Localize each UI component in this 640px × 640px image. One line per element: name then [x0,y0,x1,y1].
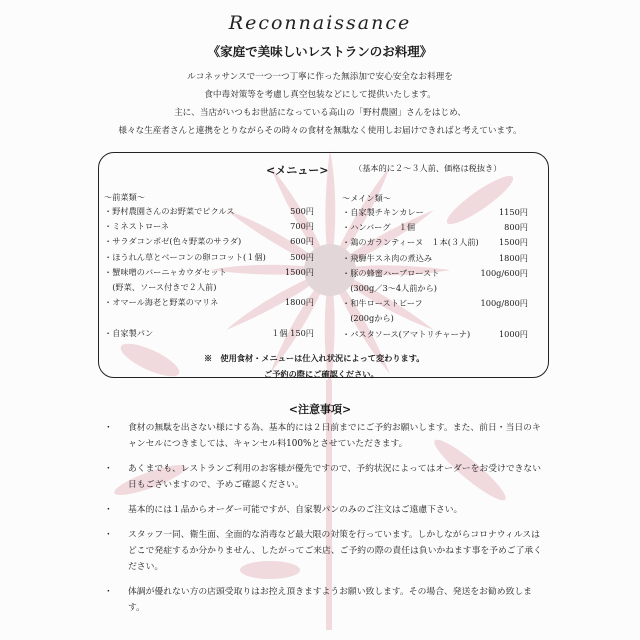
menu-item-name: (300g／3〜4人前から) [342,282,437,293]
menu-item-price: 1500円 [284,266,314,277]
note-item [104,420,544,452]
menu-item-price: 500円 [290,206,314,216]
note-item [104,527,544,575]
menu-footnote: ※ 使用食材・メニューは仕入れ状況によって変わります。 [204,353,425,363]
menu-item [342,207,528,222]
menu-item [342,253,528,268]
menu-note: （基本的に２〜３人前、価格は税抜き） [354,163,502,173]
main-dish-heading: 〜メイン類〜 [342,193,391,203]
menu-item-price: 100g/600円 [480,267,528,278]
bullet-icon: ・ [104,464,113,474]
menu-item [342,329,528,344]
appetizer-heading: 〜前菜類〜 [104,192,145,202]
menu-item-name: ・野村農園さんのお野菜でピクルス [104,206,235,216]
intro-line: ルコネッサンスで一つ一つ丁寧に作った無添加で安心安全なお料理を [187,72,453,82]
appetizer-column [104,192,314,343]
menu-item-price: 800円 [504,222,528,233]
note-item [104,502,544,518]
intro-line: 主に、当店がいつもお世話になっている高山の「野村農園」さんをはじめ、 [174,108,466,118]
menu-item [342,313,528,328]
bullet-icon: ・ [104,505,113,515]
menu-item [342,237,528,252]
menu-item [342,222,528,237]
menu-item-name: ・パスタソース(アマトリチャーナ) [342,328,471,339]
menu-item-name: ・自家製パン [104,327,154,338]
menu-item-name: ・ミネストローネ [104,221,170,232]
page-subtitle: 《家庭で美味しいレストランのお料理》 [207,44,433,59]
menu-item [104,252,314,267]
menu-item-price: 1150円 [498,207,528,217]
note-text: あくまでも、レストランご利用のお客様が優先ですので、予約状況によってはオーダーをお受けできない日もございますので、予めご確認ください。 [128,464,542,490]
menu-item [104,282,314,297]
menu-item-name: ・ほうれん草とベーコンの卵ココット(１個) [104,251,266,262]
note-item [104,584,544,616]
menu-item [104,236,314,251]
notes-list [104,420,544,625]
menu-item-price: １個 150円 [271,327,314,338]
menu-item-name: ・和牛ローストビーフ [342,298,423,309]
main-dish-column [342,193,528,344]
menu-item-name: ・鶏のガランティーヌ １本(３人前) [342,237,479,248]
menu-item-price: 700円 [290,221,314,232]
intro-line: 様々な生産者さんと連携をとりながらその時々の食材を無駄なく使用しお届けできればと考えています。 [118,126,522,136]
menu-item-name: ・蟹味噌のバーニャカウダセット [104,266,227,277]
menu-item-price: 500円 [290,251,314,262]
menu-item [104,312,314,327]
menu-title: <メニュー> [266,164,329,177]
note-text: 食材の無駄を出さない様にする為、基本的には２日前までにご予約お願いします。また、前日・当日のキャンセルにつきましては、キャンセル料100%とさせていただきます。 [128,423,541,449]
menu-item-price: 1800円 [284,297,314,308]
menu-item-name: ・ハンバーグ １個 [342,222,416,233]
menu-item [342,283,528,298]
menu-item-name: (200gから) [342,313,394,324]
brand-logo: Reconnaissance [228,12,412,34]
menu-item [342,268,528,283]
note-text: スタッフ一同、衛生面、全面的な消毒など最大限の対策を行っています。しかしながらコロナウィルスはどこで発症するか分かりません、したがってご来店、ご予約の際の責任は負いかねます事を予めご了承ください。 [128,530,542,572]
menu-item-price: 1000円 [498,328,528,339]
bullet-icon: ・ [104,423,113,433]
note-text: 体調が優れない方の店頭受取りはお控え頂きますようお願い致します。その場合、発送をお勧め致します。 [128,587,532,613]
intro-line: 食中毒対策等を考慮し真空包装などにして提供いたします。 [204,90,436,100]
note-item [104,461,544,493]
bullet-icon: ・ [104,530,113,540]
menu-item-price: 1800円 [498,252,528,263]
menu-footnote-confirm: ご予約の際にご確認ください。 [264,369,379,379]
menu-item-name: (野菜、ソース付きで２人前) [104,281,217,292]
menu-item-name: ・オマール海老と野菜のマリネ [104,297,219,308]
menu-item [104,221,314,236]
menu-item [104,267,314,282]
menu-item [104,297,314,312]
menu-item-name: ・飛騨牛スネ肉の煮込み [342,252,433,263]
bullet-icon: ・ [104,587,113,597]
notes-title: <注意事項> [288,403,352,416]
menu-item-price: 1500円 [498,237,528,248]
intro-paragraph [20,68,620,140]
menu-item-price: 600円 [290,236,314,247]
menu-item-name: ・サラダコンポゼ(色々野菜のサラダ) [104,236,242,247]
note-text: 基本的には１品からオーダー可能ですが、自家製パンのみのご注文はご遠慮下さい。 [128,505,463,515]
menu-item [104,206,314,221]
menu-item-name: ・自家製チキンカレー [342,207,424,217]
menu-item [104,328,314,343]
menu-item-price: 100g/800円 [480,298,528,309]
menu-item [342,298,528,313]
menu-item-name: ・豚の蜂蜜ハーブロースト [342,267,440,278]
